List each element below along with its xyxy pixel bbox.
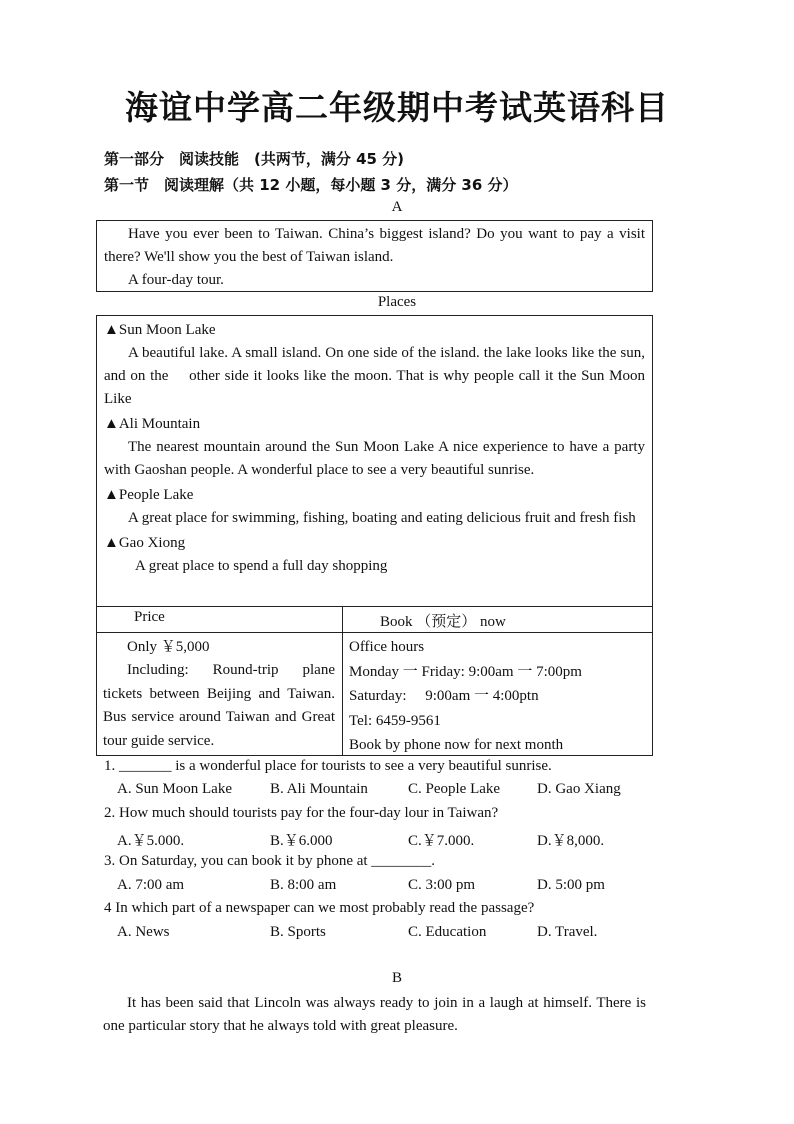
option: C.￥7.000. (408, 833, 475, 849)
place-desc: A beautiful lake. A small island. On one side of the island. the lake looks like the sun, and on the other side it looks like the moon. That is why people call it the Sun Moon Like (104, 345, 645, 407)
book-note: Book by phone now for next month (349, 737, 564, 753)
option: C. Education (408, 924, 487, 940)
place-desc: A great place for swimming, fishing, boating and eating delicious fruit and fresh fish (128, 510, 636, 526)
option: C. 3:00 pm (408, 877, 476, 893)
question-stem: 1. _______ is a wonderful place for tourists to see a very beautiful sunrise. (104, 758, 552, 774)
place-desc: A great place to spend a full day shopping (135, 558, 388, 574)
price-header: Price (134, 609, 165, 625)
book-cell (349, 635, 649, 758)
price-cell (103, 636, 335, 753)
question-stem: 3. On Saturday, you can book it by phone at ________. (104, 853, 436, 869)
question-stem: 4 In which part of a newspaper can we most probably read the passage? (104, 900, 535, 916)
option: B.￥6.000 (270, 833, 333, 849)
telephone: Tel: 6459-9561 (349, 712, 441, 729)
price-only: Only ￥5,000 (127, 639, 210, 655)
part-heading: 第一部分 阅读技能 (共两节，满分 45 分) (104, 150, 405, 168)
option: D. 5:00 pm (537, 877, 605, 893)
intro-box (96, 220, 653, 292)
passage-b-label: B (391, 970, 402, 986)
intro-text: Have you ever been to Taiwan. China’s biggest island? Do you want to pay a visit there? We'll show you the best of Taiwan island. (104, 226, 645, 265)
exam-title: 海谊中学高二年级期中考试英语科目 (125, 88, 669, 127)
option: A. Sun Moon Lake (117, 781, 232, 797)
passage-b (103, 992, 646, 1038)
office-hours: Office hours (349, 639, 425, 655)
price-including: Including: Round-trip plane tickets between Beijing and Taiwan. Bus service around Taiwan and Great tour guide service. (103, 662, 335, 749)
tour-text: A four-day tour. (128, 272, 224, 288)
option: B. Ali Mountain (270, 781, 368, 797)
option: D. Gao Xiang (537, 781, 621, 797)
option: B. 8:00 am (270, 877, 337, 893)
option: D. Travel. (537, 924, 598, 940)
saturday-hours: Saturday: 9:00am 一 4:00ptn (349, 688, 539, 704)
places-header: Places (377, 294, 417, 310)
option: B. Sports (270, 924, 326, 940)
option: C. People Lake (408, 781, 501, 797)
places-box (96, 315, 653, 607)
passage-a-label: A (391, 199, 403, 215)
option: D.￥8,000. (537, 833, 605, 849)
option: A. News (117, 924, 170, 940)
place-name: ▲Gao Xiong (104, 535, 186, 551)
option: A.￥5.000. (117, 833, 185, 849)
table-divider (342, 606, 343, 756)
table-divider (96, 632, 653, 633)
passage-b-text: It has been said that Lincoln was always ready to join in a laugh at himself. There is one particular story that he always told with great pleasure. (103, 995, 646, 1034)
place-desc: The nearest mountain around the Sun Moon Lake A nice experience to have a party with Gaoshan people. A wonderful place to see a very beautiful sunrise. (104, 439, 645, 478)
question-stem: 2. How much should tourists pay for the four-day lour in Taiwan? (104, 805, 499, 821)
book-header: Book （预定） now (380, 614, 506, 630)
place-name: ▲Ali Mountain (104, 416, 201, 432)
place-name: ▲Sun Moon Lake (104, 322, 216, 338)
place-name: ▲People Lake (104, 487, 194, 503)
option: A. 7:00 am (117, 877, 185, 893)
weekday-hours: Monday 一 Friday: 9:00am 一 7:00pm (349, 663, 582, 680)
section-heading: 第一节 阅读理解（共 12 小题，每小题 3 分，满分 36 分） (104, 176, 518, 194)
